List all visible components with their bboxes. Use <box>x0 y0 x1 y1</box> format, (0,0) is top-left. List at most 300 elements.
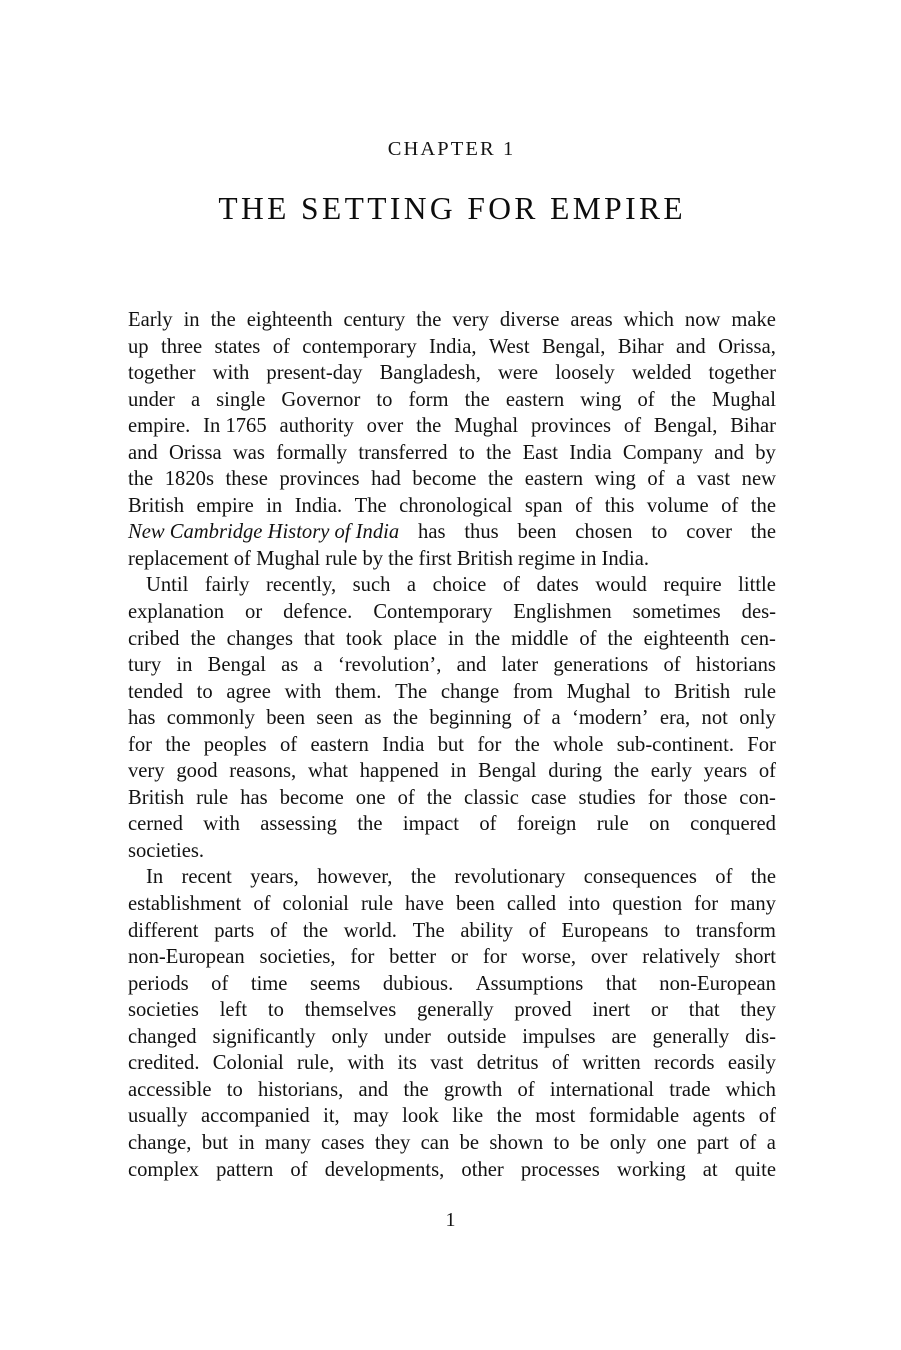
text-line <box>128 944 776 971</box>
body-text <box>128 307 776 1183</box>
word: it, <box>323 1105 340 1128</box>
word: the <box>750 494 776 517</box>
word: The <box>354 494 387 517</box>
word: and <box>128 441 158 464</box>
word: for <box>477 733 502 756</box>
word: present-day <box>266 362 363 385</box>
word: formidable <box>588 1105 680 1128</box>
word: has <box>418 521 446 544</box>
word: cover <box>686 521 732 544</box>
word: can <box>420 1131 450 1154</box>
word: the <box>474 627 501 650</box>
word: formally <box>276 441 348 464</box>
word: one <box>355 786 386 809</box>
word: inert <box>592 999 631 1022</box>
text-line <box>128 1130 776 1157</box>
word: of <box>721 494 739 517</box>
text-line <box>128 1024 776 1051</box>
word: with <box>284 680 322 703</box>
word: ability <box>460 919 513 942</box>
paragraph <box>128 864 776 1183</box>
word: over <box>590 946 628 969</box>
word: but <box>201 1131 229 1154</box>
word: the <box>165 733 191 756</box>
word: or <box>245 601 263 624</box>
word: under <box>128 388 175 411</box>
word: societies, <box>259 946 336 969</box>
paragraph <box>128 572 776 864</box>
word: non-European <box>659 972 776 995</box>
word: for <box>482 946 507 969</box>
word: early <box>650 760 692 783</box>
word: the <box>486 441 512 464</box>
word: India. <box>294 494 343 517</box>
word: Contemporary <box>373 601 493 624</box>
word: Orissa, <box>718 335 776 358</box>
word: dubious. <box>382 972 454 995</box>
word: were <box>498 362 539 385</box>
chapter-label: CHAPTER 1 <box>387 138 516 160</box>
word: to <box>458 441 475 464</box>
word: historians <box>695 654 776 677</box>
word: peoples <box>203 733 267 756</box>
word: periods <box>128 972 189 995</box>
text-line <box>128 864 776 891</box>
word: and <box>675 335 706 358</box>
word: century <box>343 309 406 331</box>
word: chronological <box>399 494 513 517</box>
word: in <box>183 309 200 331</box>
word: vast <box>430 1052 464 1075</box>
word: British <box>674 680 731 703</box>
word: Early <box>128 309 173 331</box>
word: outside <box>446 1025 507 1048</box>
word: rule <box>743 680 776 703</box>
word: like <box>452 1105 484 1128</box>
word: of <box>253 893 271 916</box>
word: from <box>512 680 553 703</box>
word: provinces <box>531 415 612 438</box>
word: by <box>755 441 776 464</box>
text-line: societies. <box>128 839 205 862</box>
word: but <box>437 733 465 756</box>
word: look <box>402 1105 439 1128</box>
word: classic <box>464 786 519 809</box>
text-line <box>128 626 776 653</box>
text-line <box>128 1157 776 1184</box>
word: of <box>280 733 298 756</box>
word: has <box>128 707 156 730</box>
word: the <box>514 733 540 756</box>
word: most <box>535 1105 576 1128</box>
word: welded <box>631 362 692 385</box>
word: assessing <box>260 813 337 836</box>
word: of <box>623 415 642 438</box>
text-line <box>128 997 776 1024</box>
word: with <box>203 813 240 836</box>
word: many <box>730 893 776 916</box>
word: of <box>517 1078 535 1101</box>
word: conquered <box>690 813 776 836</box>
word: question <box>612 893 683 916</box>
word: the <box>670 388 696 411</box>
word: eastern <box>505 388 565 411</box>
word: beginning <box>429 707 512 730</box>
word: the <box>496 1105 522 1128</box>
word: eighteenth <box>246 309 333 331</box>
word: of <box>502 574 520 597</box>
word: agents <box>692 1105 746 1128</box>
word: India, <box>429 335 477 358</box>
word: choice <box>432 574 487 597</box>
word: developments, <box>324 1158 445 1181</box>
text-line <box>128 307 776 334</box>
word: the <box>357 813 383 836</box>
word: or <box>650 999 668 1022</box>
word: West <box>488 335 530 358</box>
word: empire <box>196 494 254 517</box>
word: a <box>551 707 561 730</box>
word: recent <box>181 866 232 889</box>
word: to <box>196 680 213 703</box>
word: volume <box>646 494 709 517</box>
word: of <box>647 468 665 491</box>
word: better <box>389 946 437 969</box>
word: India <box>382 733 425 756</box>
word: generally <box>652 1025 730 1048</box>
word: other <box>461 1158 504 1181</box>
word: become <box>279 786 344 809</box>
word: generally <box>416 999 494 1022</box>
word: of <box>663 654 681 677</box>
word: con- <box>739 786 776 809</box>
word: left <box>219 999 248 1022</box>
word: authority <box>279 415 354 438</box>
word: Bengal, <box>541 335 606 358</box>
word: span <box>524 494 563 517</box>
word: In 1765 <box>203 415 267 438</box>
word: usually <box>128 1105 188 1128</box>
word: the <box>190 627 216 650</box>
word: the <box>613 760 639 783</box>
word: contemporary <box>302 335 417 358</box>
word: now <box>684 309 721 331</box>
word: be <box>579 1131 600 1154</box>
page-title: THE SETTING FOR EMPIRE <box>218 190 687 226</box>
word: whole <box>553 733 604 756</box>
word: commonly <box>166 707 255 730</box>
word: had <box>371 468 401 491</box>
word: in <box>176 654 193 677</box>
word: during <box>548 760 603 783</box>
word: only <box>739 707 776 730</box>
text-line <box>128 811 776 838</box>
word: sometimes <box>632 601 721 624</box>
word: very <box>452 309 489 331</box>
word: colonial <box>282 893 349 916</box>
word: however, <box>317 866 393 889</box>
word: of <box>758 1105 776 1128</box>
text-line <box>128 413 776 440</box>
word: non-European <box>128 946 245 969</box>
chapter-header <box>0 138 901 226</box>
word: agree <box>226 680 271 703</box>
word: of <box>211 972 229 995</box>
word: the <box>750 866 776 889</box>
text-line <box>128 679 776 706</box>
word: as <box>281 654 299 677</box>
text-line <box>128 572 776 599</box>
word: case <box>530 786 567 809</box>
word: Colonial <box>212 1052 284 1075</box>
text-line <box>128 652 776 679</box>
word: Orissa <box>169 441 222 464</box>
word: that <box>303 627 335 650</box>
word: the <box>128 468 154 491</box>
word: rule <box>596 813 629 836</box>
word: dis- <box>745 1025 776 1048</box>
word: wing <box>594 468 636 491</box>
word: historians, <box>258 1078 344 1101</box>
word: eastern <box>310 733 369 756</box>
word: only <box>331 1025 369 1048</box>
word: not <box>701 707 728 730</box>
word: Bengal <box>207 654 266 677</box>
word: time <box>250 972 288 995</box>
word: vast <box>696 468 731 491</box>
word: form <box>408 388 449 411</box>
word: they <box>374 1131 411 1154</box>
word: rule <box>360 893 393 916</box>
word: may <box>353 1105 389 1128</box>
word: this <box>604 494 635 517</box>
word: of <box>715 866 733 889</box>
word: of <box>637 388 655 411</box>
word: what <box>307 760 348 783</box>
word: the <box>416 309 442 331</box>
word: written <box>582 1052 641 1075</box>
word: revolutionary <box>454 866 566 889</box>
text-line <box>128 440 776 467</box>
word: part <box>696 1131 729 1154</box>
word: a <box>313 654 323 677</box>
word: of <box>523 707 541 730</box>
word: and <box>358 1078 389 1101</box>
word: short <box>734 946 776 969</box>
word: explanation <box>128 601 225 624</box>
word: cases <box>321 1131 365 1154</box>
word: of <box>272 335 290 358</box>
word: be <box>459 1131 480 1154</box>
text-line <box>128 918 776 945</box>
word: Bihar <box>730 415 776 438</box>
word: loosely <box>555 362 615 385</box>
text-line <box>128 758 776 785</box>
word: the <box>464 388 490 411</box>
word: consequences <box>583 866 697 889</box>
word: Bihar <box>617 335 664 358</box>
word: tury <box>128 654 162 677</box>
word: on <box>649 813 670 836</box>
word: different <box>128 919 199 942</box>
word: of <box>551 1052 569 1075</box>
word: years, <box>250 866 299 889</box>
word: over <box>366 415 404 438</box>
word: reasons, <box>229 760 297 783</box>
word: cen- <box>740 627 776 650</box>
word: them. <box>335 680 382 703</box>
word: called <box>506 893 557 916</box>
text-line <box>128 519 776 546</box>
word: as <box>364 707 382 730</box>
word: accessible <box>128 1078 212 1101</box>
word: one <box>656 1131 687 1154</box>
word: little <box>738 574 776 597</box>
word: Europeans <box>561 919 649 942</box>
word: been <box>455 893 495 916</box>
word: to <box>664 919 681 942</box>
text-line <box>128 360 776 387</box>
word: they <box>740 999 776 1022</box>
word: In <box>146 866 164 889</box>
word: rule <box>196 786 229 809</box>
word: proved <box>514 999 572 1022</box>
word: would <box>595 574 647 597</box>
word: growth <box>443 1078 503 1101</box>
word: in <box>450 760 467 783</box>
word: thus <box>464 521 499 544</box>
word: credited. <box>128 1052 200 1075</box>
word: shown <box>489 1131 544 1154</box>
word: single <box>216 388 266 411</box>
word: of <box>269 919 288 942</box>
word: only <box>609 1131 647 1154</box>
text-line <box>128 732 776 759</box>
word: states <box>214 335 261 358</box>
word: took <box>345 627 383 650</box>
word: wing <box>580 388 622 411</box>
word: good <box>176 760 218 783</box>
word: provinces <box>279 468 360 491</box>
word: worse, <box>521 946 577 969</box>
word: The <box>412 919 445 942</box>
word: transform <box>695 919 776 942</box>
word: Bengal <box>478 760 537 783</box>
word: eighteenth <box>643 627 730 650</box>
word: of <box>290 1158 308 1181</box>
word: Assumptions <box>475 972 584 995</box>
word: to <box>651 521 668 544</box>
word: Governor <box>281 388 361 411</box>
word: for <box>647 786 672 809</box>
text-line <box>128 971 776 998</box>
word: to <box>553 1131 570 1154</box>
word: 1820s <box>164 468 214 491</box>
text-line <box>128 599 776 626</box>
word: des- <box>741 601 776 624</box>
word: Englishmen <box>513 601 612 624</box>
word: new <box>741 468 776 491</box>
word: cerned <box>128 813 183 836</box>
word: a <box>676 468 686 491</box>
word: the <box>392 707 418 730</box>
word: world. <box>343 919 397 942</box>
word: the <box>210 309 236 331</box>
word: for <box>128 733 153 756</box>
word: and <box>456 654 487 677</box>
word: For <box>747 733 776 756</box>
word: international <box>549 1078 654 1101</box>
word: generations <box>553 654 649 677</box>
word: of <box>579 627 597 650</box>
word: changes <box>226 627 293 650</box>
word: middle <box>511 627 569 650</box>
word: which <box>725 1078 776 1101</box>
word: seems <box>309 972 361 995</box>
word: impact <box>402 813 459 836</box>
word: years <box>703 760 748 783</box>
word: Mughal <box>711 388 776 411</box>
word: the <box>750 521 776 544</box>
word: been <box>517 521 557 544</box>
word: the <box>426 786 452 809</box>
word: of <box>739 1131 757 1154</box>
word: relatively <box>642 946 720 969</box>
word: those <box>683 786 728 809</box>
word: of <box>575 494 593 517</box>
word: the <box>488 468 514 491</box>
word: been <box>266 707 306 730</box>
word: such <box>352 574 391 597</box>
word: these <box>225 468 268 491</box>
word: with <box>212 362 250 385</box>
word: records <box>653 1052 715 1075</box>
word: Company <box>622 441 703 464</box>
word: of <box>397 786 415 809</box>
word: areas <box>570 309 613 331</box>
word: Bangladesh, <box>379 362 481 385</box>
word: or <box>450 946 469 969</box>
word: to <box>267 999 284 1022</box>
word: working <box>616 1158 686 1181</box>
word: East <box>522 441 559 464</box>
italic-title: New Cambridge History of India <box>128 521 400 544</box>
word: was <box>232 441 265 464</box>
word: which <box>623 309 674 331</box>
word: Bengal, <box>653 415 718 438</box>
word: recently, <box>265 574 337 597</box>
word: its <box>397 1052 417 1075</box>
word: cribed <box>128 627 180 650</box>
word: are <box>611 1025 637 1048</box>
word: empire. <box>128 415 191 438</box>
word: into <box>568 893 601 916</box>
word: rule, <box>297 1052 335 1075</box>
word: place <box>393 627 437 650</box>
word: have <box>405 893 444 916</box>
word: of <box>479 813 497 836</box>
word: happened <box>359 760 439 783</box>
word: sub-continent. <box>616 733 734 756</box>
word: that <box>688 999 720 1022</box>
text-line <box>128 1077 776 1104</box>
word: British <box>128 494 185 517</box>
word: to <box>376 388 393 411</box>
word: Mughal <box>454 415 519 438</box>
text-line: replacement of Mughal rule by the first British regime in India. <box>128 547 649 570</box>
word: with <box>347 1052 385 1075</box>
word: impulses <box>522 1025 596 1048</box>
